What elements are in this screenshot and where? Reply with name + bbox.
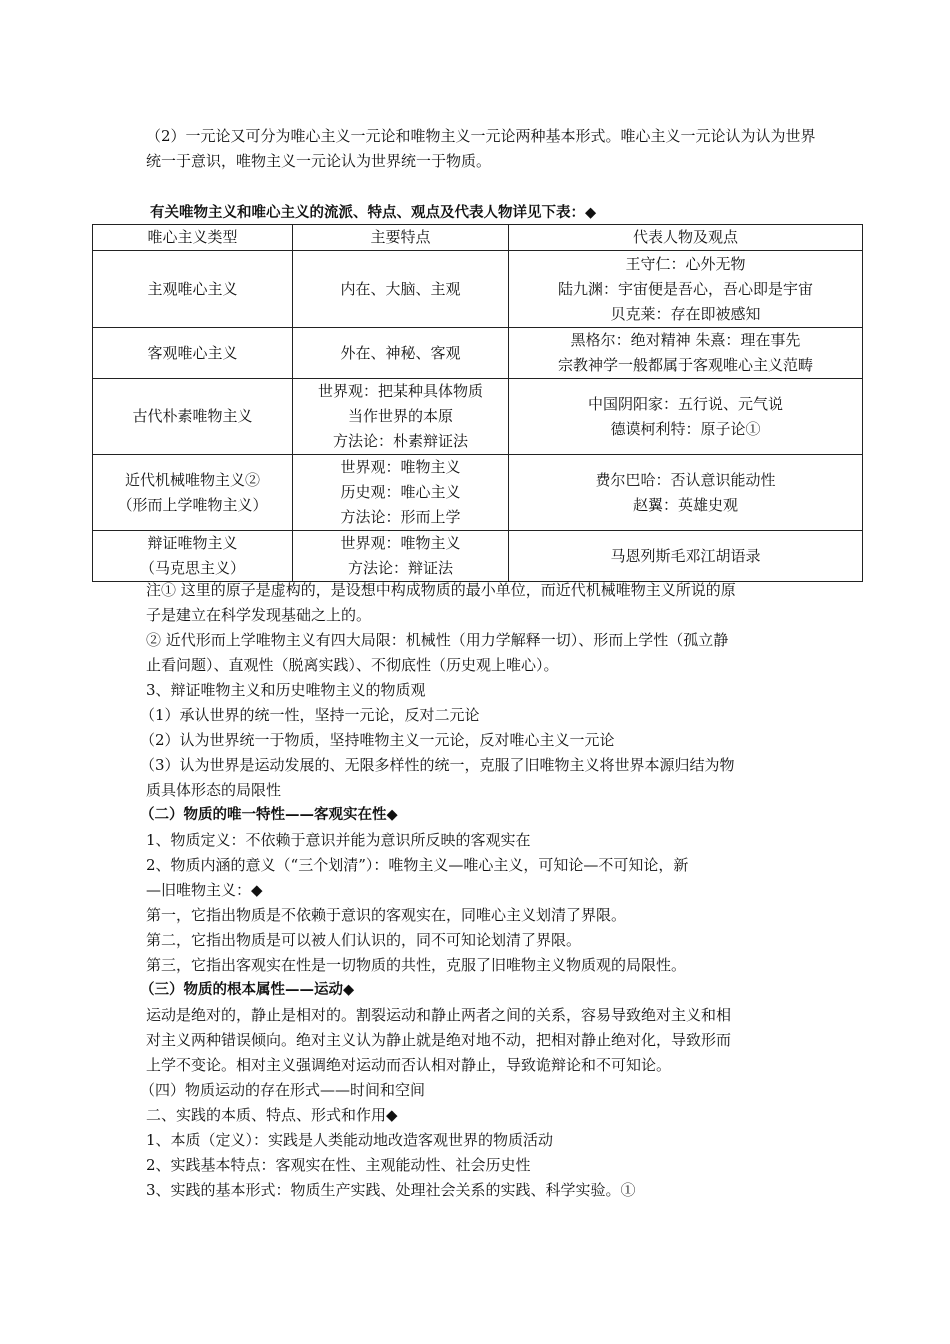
paragraph-line: 对主义两种错误倾向。绝对主义认为静止就是绝对地不动，把相对静止绝对化，导致形而 [146,1031,732,1049]
materialism-idealism-table [92,224,863,582]
list-item: （1）承认世界的统一性，坚持一元论，反对二元论 [140,706,480,724]
table-header-row [93,225,863,251]
table-row [93,455,863,531]
table-row [93,328,863,379]
header-representatives: 代表人物及观点 [509,225,863,251]
row-type-cell: 近代机械唯物主义② （形而上学唯物主义） [93,455,293,531]
paragraph-line: 2、实践基本特点：客观实在性、主观能动性、社会历史性 [146,1156,531,1174]
intro-paragraph: （2）一元论又可分为唯心主义一元论和唯物主义一元论两种基本形式。唯心主义一元论认为认为世界统一于意识，唯物主义一元论认为世界统一于物质。 [146,127,816,170]
header-type: 唯心主义类型 [93,225,293,251]
list-item: （3）认为世界是运动发展的、无限多样性的统一，克服了旧唯物主义将世界本源归结为物 [140,756,735,774]
row-features-cell: 内在、大脑、主观 [293,251,509,328]
table-row [93,251,863,328]
row-reps-cell: 马恩列斯毛邓江胡语录 [509,531,863,582]
row-reps-cell: 王守仁：心外无物 陆九渊：宇宙便是吾心，吾心即是宇宙 贝克莱：存在即被感知 [509,251,863,328]
table-row [93,531,863,582]
paragraph-line: —旧唯物主义：◆ [146,881,263,899]
row-type-cell: 古代朴素唯物主义 [93,379,293,455]
section-heading-objective-reality: （二）物质的唯一特性——客观实在性◆ [140,807,398,823]
row-reps-cell: 中国阴阳家：五行说、元气说 德谟柯利特：原子论① [509,379,863,455]
row-reps-cell: 费尔巴哈：否认意识能动性 赵翼：英雄史观 [509,455,863,531]
row-features-cell: 世界观：唯物主义 方法论：辩证法 [293,531,509,582]
row-features-cell: 外在、神秘、客观 [293,328,509,379]
row-type-cell: 主观唯心主义 [93,251,293,328]
section-heading-motion: （三）物质的根本属性——运动◆ [140,982,355,998]
section-heading-3: 3、辩证唯物主义和历史唯物主义的物质观 [146,681,426,699]
paragraph-line: 第一，它指出物质是不依赖于意识的客观实在，同唯心主义划清了界限。 [146,906,627,924]
note-2-line-2: 止看问题）、直观性（脱离实践）、不彻底性（历史观上唯心）。 [146,656,559,674]
paragraph-line: 运动是绝对的，静止是相对的。割裂运动和静止两者之间的关系，容易导致绝对主义和相 [146,1006,732,1024]
header-features: 主要特点 [293,225,509,251]
row-type-cell: 客观唯心主义 [93,328,293,379]
section-heading-time-space: （四）物质运动的存在形式——时间和空间 [140,1081,426,1099]
table-row [93,379,863,455]
paragraph-line: 第三，它指出客观实在性是一切物质的共性，克服了旧唯物主义物质观的局限性。 [146,956,687,974]
paragraph-line: 第二，它指出物质是可以被人们认识的，同不可知论划清了界限。 [146,931,582,949]
paragraph-line: 3、实践的基本形式：物质生产实践、处理社会关系的实践、科学实验。① [146,1181,636,1199]
paragraph-line: 1、本质（定义）：实践是人类能动地改造客观世界的物质活动 [146,1131,554,1149]
note-2-line-1: ② 近代形而上学唯物主义有四大局限：机械性（用力学解释一切）、形而上学性（孤立静 [146,631,729,649]
note-1-line-1: 注① 这里的原子是虚构的，是设想中构成物质的最小单位，而近代机械唯物主义所说的原 [146,581,736,599]
paragraph-line: 2、物质内涵的意义（“三个划清”）：唯物主义—唯心主义，可知论—不可知论，新 [146,856,689,874]
list-item: （2）认为世界统一于物质，坚持唯物主义一元论，反对唯心主义一元论 [140,731,615,749]
row-type-cell: 辩证唯物主义 （马克思主义） [93,531,293,582]
section-heading-practice: 二、实践的本质、特点、形式和作用◆ [146,1106,398,1124]
row-reps-cell: 黑格尔：绝对精神 朱熹：理在事先 宗教神学一般都属于客观唯心主义范畴 [509,328,863,379]
list-item-continuation: 质具体形态的局限性 [146,781,282,799]
note-1-line-2: 子是建立在科学发现基础之上的。 [146,606,372,624]
paragraph-line: 1、物质定义：不依赖于意识并能为意识所反映的客观实在 [146,831,531,849]
table-title: 有关唯物主义和唯心主义的流派、特点、观点及代表人物详见下表：◆ [150,205,597,221]
row-features-cell: 世界观：把某种具体物质 当作世界的本原 方法论：朴素辩证法 [293,379,509,455]
row-features-cell: 世界观：唯物主义 历史观：唯心主义 方法论：形而上学 [293,455,509,531]
paragraph-line: 上学不变论。相对主义强调绝对运动而否认相对静止，导致诡辩论和不可知论。 [146,1056,672,1074]
